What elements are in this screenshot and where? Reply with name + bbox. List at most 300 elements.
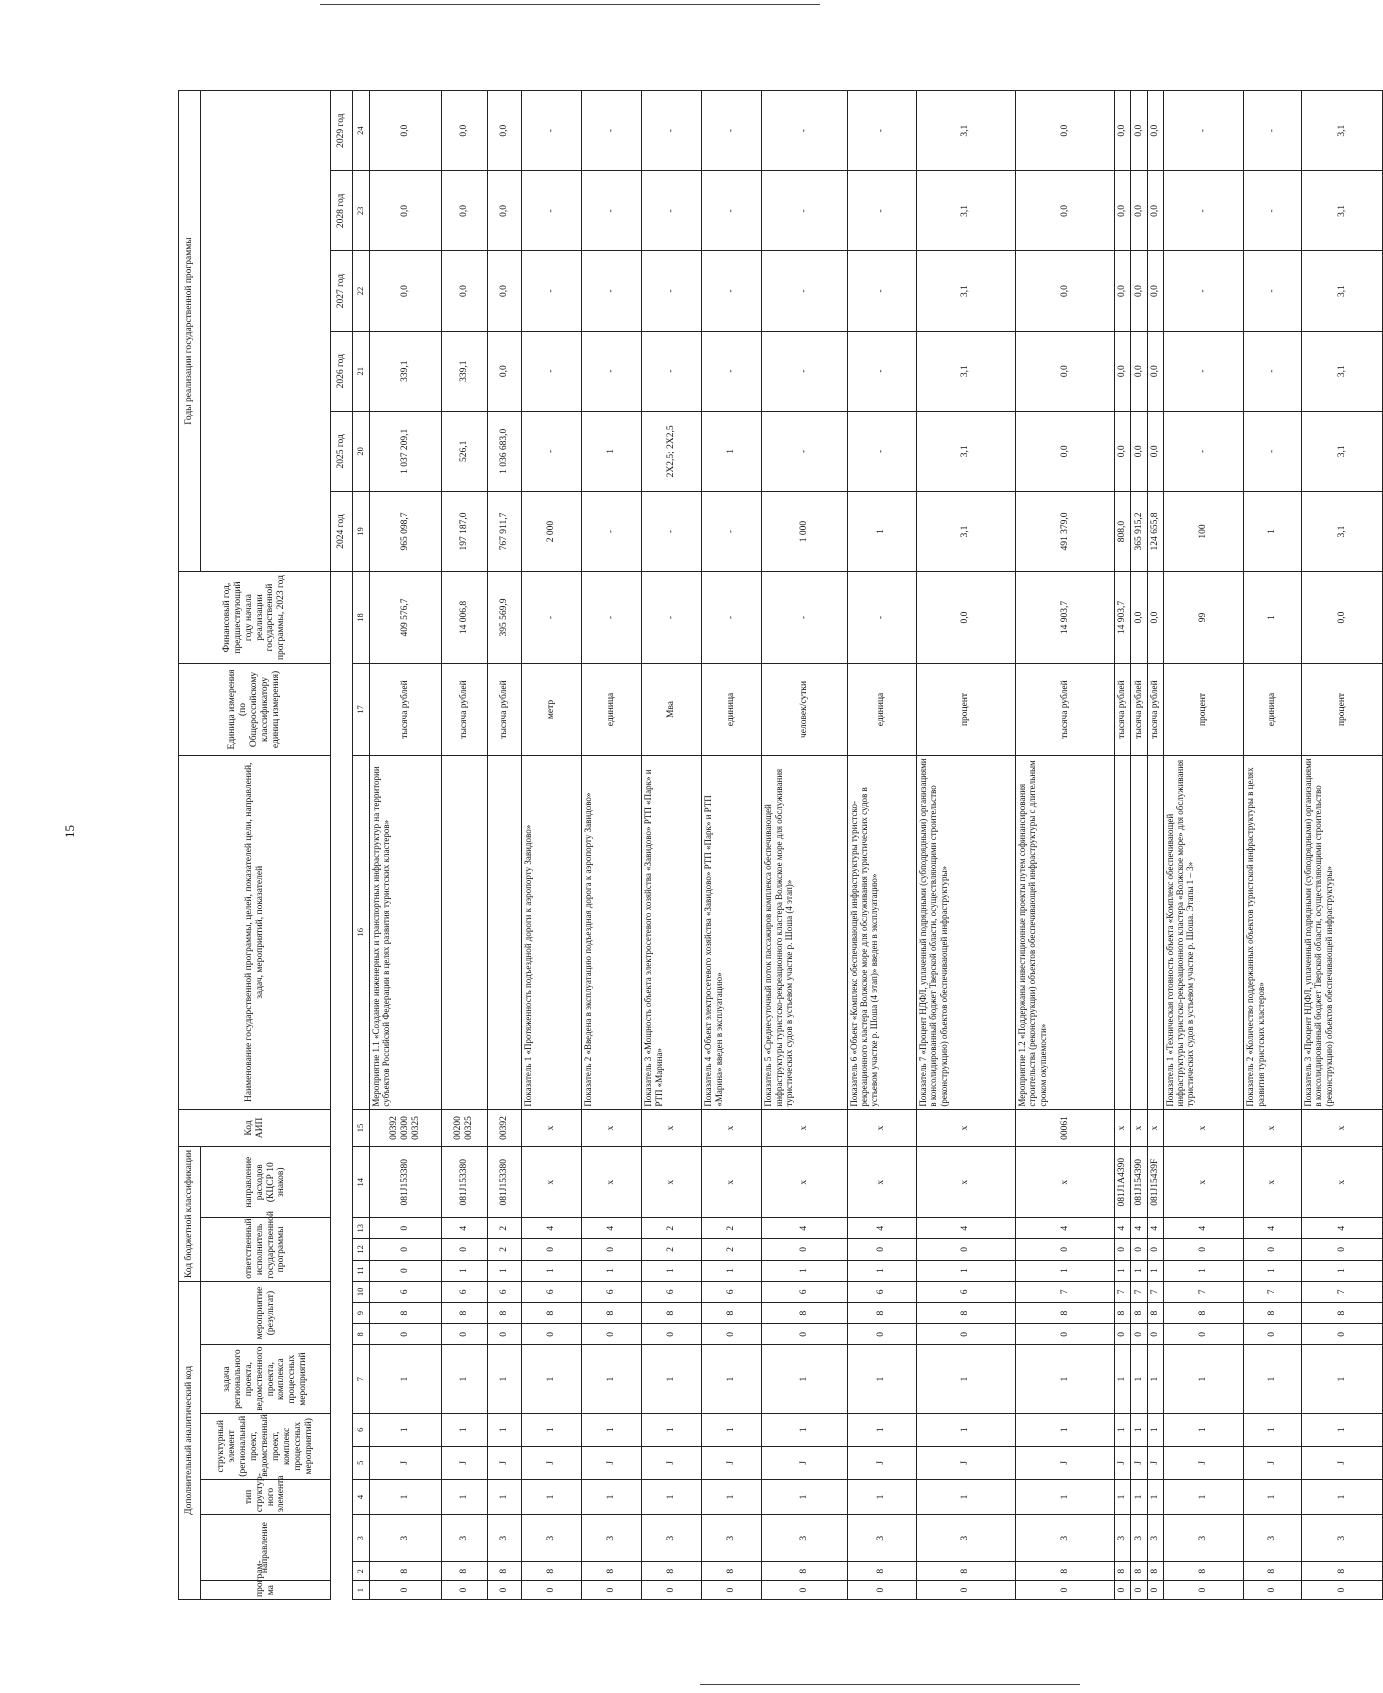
row-cell-c21: 0,0 [487, 331, 522, 411]
row-cell-c4: 1 [1016, 1479, 1115, 1514]
row-cell-c21: 339,1 [441, 331, 487, 411]
row-cell-c8: 0 [916, 1324, 1015, 1345]
row-cell-c13: 4 [522, 1218, 582, 1239]
row-cell-c9: 8 [370, 1302, 442, 1323]
row-cell-c17: тысяча рублей [1016, 664, 1115, 756]
group-budget-header: Код бюджетной классификации [179, 1147, 201, 1281]
row-cell-c10: 7 [1163, 1281, 1244, 1302]
row-cell-c18: 99 [1163, 572, 1244, 664]
row-cell-c2: 8 [522, 1562, 582, 1581]
column-number: 21 [353, 331, 370, 411]
row-cell-c12: 0 [441, 1239, 487, 1260]
row-cell-c11: 1 [1016, 1260, 1115, 1281]
row-cell-c22: 3,1 [916, 251, 1015, 331]
year-2025: 2025 год [331, 411, 353, 491]
row-cell-c18: - [702, 572, 762, 664]
row-cell-c3: 3 [916, 1515, 1015, 1562]
row-cell-c17: тысяча рублей [441, 664, 487, 756]
row-cell-c1: 0 [1163, 1581, 1244, 1600]
row-cell-c13: 4 [1244, 1218, 1302, 1239]
row-cell-c22: 3,1 [1302, 251, 1383, 331]
row-cell-c12: 2 [487, 1239, 522, 1260]
row-cell-c13: 4 [441, 1218, 487, 1239]
row-cell-c20: 0,0 [1147, 411, 1163, 491]
column-number: 6 [353, 1413, 370, 1446]
row-cell-c22: - [582, 251, 642, 331]
expense-header: направление расходов (КЦСР 10 знаков) [201, 1147, 331, 1218]
row-name-cell: Показатель 1 «Протяженность подъездной дороги к аэропорту Завидово» [522, 755, 582, 1109]
row-cell-c24: - [847, 91, 916, 171]
row-name-cell: Показатель 3 «Процент НДФЛ, уплаченный подрядными (субподрядными) организациями в консолидированный бюджет Тверской области, осуществляющими строительство (реконструкцию) объектов обеспечивающей инфраструктуры» [1302, 755, 1383, 1109]
row-cell-c18: 0,0 [1147, 572, 1163, 664]
table-row [916, 91, 1015, 1600]
row-cell-c15: x [522, 1109, 582, 1147]
row-cell-c19: 767 911,7 [487, 491, 522, 571]
row-name-cell [441, 755, 487, 1109]
row-cell-c12: 0 [522, 1239, 582, 1260]
row-cell-c19: 365 915,2 [1131, 491, 1147, 571]
row-name-cell [487, 755, 522, 1109]
row-cell-c24: - [1244, 91, 1302, 171]
row-cell-c4: 1 [702, 1479, 762, 1514]
row-cell-c21: 0,0 [1016, 331, 1115, 411]
column-number: 5 [353, 1446, 370, 1479]
row-cell-c1: 0 [1131, 1581, 1147, 1600]
row-cell-c1: 0 [370, 1581, 442, 1600]
row-cell-c15: x [1244, 1109, 1302, 1147]
table-row [762, 91, 847, 1600]
row-cell-c2: 8 [1302, 1562, 1383, 1581]
row-cell-c22: - [847, 251, 916, 331]
row-cell-c13: 4 [916, 1218, 1015, 1239]
column-number: 16 [353, 755, 370, 1109]
row-cell-c9: 8 [582, 1302, 642, 1323]
row-cell-c11: 1 [916, 1260, 1015, 1281]
row-cell-c9: 8 [1163, 1302, 1244, 1323]
row-cell-c13: 4 [847, 1218, 916, 1239]
row-cell-c12: 0 [1016, 1239, 1115, 1260]
row-cell-c7: 1 [1016, 1345, 1115, 1413]
row-cell-c8: 0 [1163, 1324, 1244, 1345]
row-cell-c18: - [847, 572, 916, 664]
row-cell-c20: 2Х2,5; 2Х2,5 [642, 411, 702, 491]
row-cell-c15: x [1163, 1109, 1244, 1147]
row-cell-c6: 1 [702, 1413, 762, 1446]
row-cell-c8: 0 [582, 1324, 642, 1345]
row-cell-c7: 1 [762, 1345, 847, 1413]
row-cell-c4: 1 [1163, 1479, 1244, 1514]
row-cell-c18: - [762, 572, 847, 664]
row-cell-c24: - [642, 91, 702, 171]
row-cell-c24: 0,0 [370, 91, 442, 171]
row-cell-c15: x [762, 1109, 847, 1147]
row-cell-c1: 0 [1115, 1581, 1131, 1600]
row-cell-c17: Мва [642, 664, 702, 756]
row-cell-c19: 491 379,0 [1016, 491, 1115, 571]
row-cell-c14: x [847, 1147, 916, 1218]
row-cell-c1: 0 [487, 1581, 522, 1600]
row-cell-c20: - [847, 411, 916, 491]
scan-top-line [320, 4, 820, 5]
rotated-table-container [178, 90, 1383, 1600]
row-cell-c24: - [582, 91, 642, 171]
table-row [370, 91, 442, 1600]
row-cell-c11: 1 [441, 1260, 487, 1281]
row-cell-c13: 4 [1147, 1218, 1163, 1239]
row-cell-c15: x [702, 1109, 762, 1147]
row-cell-c8: 0 [1131, 1324, 1147, 1345]
row-cell-c6: 1 [1147, 1413, 1163, 1446]
row-cell-c8: 0 [642, 1324, 702, 1345]
row-cell-c4: 1 [762, 1479, 847, 1514]
row-cell-c14: x [762, 1147, 847, 1218]
row-cell-c9: 8 [1302, 1302, 1383, 1323]
row-cell-c15: x [1147, 1109, 1163, 1147]
row-cell-c19: 1 000 [762, 491, 847, 571]
row-cell-c15: x [1115, 1109, 1131, 1147]
row-cell-c3: 3 [1163, 1515, 1244, 1562]
row-cell-c18: - [582, 572, 642, 664]
row-cell-c23: - [1163, 171, 1244, 251]
row-cell-c23: 0,0 [1016, 171, 1115, 251]
row-cell-c20: 0,0 [1016, 411, 1115, 491]
row-cell-c19: 1 [1244, 491, 1302, 571]
row-cell-c2: 8 [847, 1562, 916, 1581]
column-number: 13 [353, 1218, 370, 1239]
row-cell-c12: 0 [582, 1239, 642, 1260]
years-left-spacer [331, 572, 353, 1600]
row-cell-c14: x [582, 1147, 642, 1218]
row-cell-c10: 7 [1302, 1281, 1383, 1302]
row-cell-c11: 1 [582, 1260, 642, 1281]
row-cell-c18: 14 903,7 [1115, 572, 1131, 664]
row-cell-c2: 8 [1115, 1562, 1131, 1581]
row-cell-c7: 1 [1115, 1345, 1131, 1413]
row-cell-c6: 1 [522, 1413, 582, 1446]
column-number: 7 [353, 1345, 370, 1413]
row-cell-c8: 0 [1244, 1324, 1302, 1345]
column-number: 10 [353, 1281, 370, 1302]
row-cell-c19: 100 [1163, 491, 1244, 571]
row-cell-c12: 2 [702, 1239, 762, 1260]
year-2024: 2024 год [331, 491, 353, 571]
row-cell-c11: 1 [1147, 1260, 1163, 1281]
row-cell-c2: 8 [1131, 1562, 1147, 1581]
row-cell-c9: 8 [642, 1302, 702, 1323]
table-row [1016, 91, 1115, 1600]
table-row [1163, 91, 1244, 1600]
row-cell-c21: 339,1 [370, 331, 442, 411]
row-cell-c12: 0 [1302, 1239, 1383, 1260]
row-cell-c10: 6 [642, 1281, 702, 1302]
row-cell-c19: 965 098,7 [370, 491, 442, 571]
row-cell-c9: 8 [1016, 1302, 1115, 1323]
row-cell-c6: 1 [762, 1413, 847, 1446]
row-name-cell [1115, 755, 1131, 1109]
row-cell-c23: - [582, 171, 642, 251]
row-cell-c7: 1 [1244, 1345, 1302, 1413]
table-row [522, 91, 582, 1600]
row-cell-c24: 3,1 [916, 91, 1015, 171]
row-cell-c18: 14 006,8 [441, 572, 487, 664]
row-cell-c19: - [702, 491, 762, 571]
row-cell-c15: 00392 00300 00325 [370, 1109, 442, 1147]
row-cell-c5: J [1244, 1446, 1302, 1479]
row-cell-c24: 0,0 [1131, 91, 1147, 171]
row-cell-c13: 2 [702, 1218, 762, 1239]
row-cell-c10: 6 [916, 1281, 1015, 1302]
table-row [847, 91, 916, 1600]
row-cell-c14: x [1244, 1147, 1302, 1218]
column-number: 17 [353, 664, 370, 756]
row-cell-c19: 808,0 [1115, 491, 1131, 571]
row-cell-c11: 0 [370, 1260, 442, 1281]
row-cell-c13: 4 [582, 1218, 642, 1239]
row-cell-c20: 1 [702, 411, 762, 491]
row-cell-c20: 1 037 209,1 [370, 411, 442, 491]
row-cell-c8: 0 [702, 1324, 762, 1345]
row-cell-c21: - [847, 331, 916, 411]
row-cell-c21: 3,1 [1302, 331, 1383, 411]
row-cell-c7: 1 [370, 1345, 442, 1413]
row-cell-c20: 1 [582, 411, 642, 491]
row-cell-c7: 1 [1147, 1345, 1163, 1413]
row-cell-c17: единица [582, 664, 642, 756]
fin-year-header: Финансовый год, предшествующий году начала реализации государственной программы, 2023 год [179, 572, 331, 664]
year-2027: 2027 год [331, 251, 353, 331]
column-number: 24 [353, 91, 370, 171]
row-cell-c22: - [642, 251, 702, 331]
row-cell-c14: 081J153380 [441, 1147, 487, 1218]
row-cell-c22: 0,0 [1131, 251, 1147, 331]
row-cell-c24: 0,0 [441, 91, 487, 171]
row-cell-c10: 6 [522, 1281, 582, 1302]
row-cell-c6: 1 [1131, 1413, 1147, 1446]
row-cell-c20: 1 036 683,0 [487, 411, 522, 491]
row-cell-c7: 1 [1302, 1345, 1383, 1413]
row-cell-c6: 1 [847, 1413, 916, 1446]
row-cell-c12: 0 [1244, 1239, 1302, 1260]
row-cell-c17: единица [1244, 664, 1302, 756]
row-cell-c2: 8 [441, 1562, 487, 1581]
row-cell-c17: человек/сутки [762, 664, 847, 756]
row-cell-c21: - [762, 331, 847, 411]
row-cell-c8: 0 [1147, 1324, 1163, 1345]
row-cell-c19: 197 187,0 [441, 491, 487, 571]
row-cell-c4: 1 [1115, 1479, 1131, 1514]
row-cell-c22: 0,0 [441, 251, 487, 331]
row-cell-c5: J [762, 1446, 847, 1479]
scan-bottom-line [700, 1684, 1080, 1685]
row-cell-c11: 1 [1131, 1260, 1147, 1281]
row-cell-c2: 8 [702, 1562, 762, 1581]
row-cell-c5: J [487, 1446, 522, 1479]
row-cell-c20: 526,1 [441, 411, 487, 491]
row-cell-c17: единица [847, 664, 916, 756]
row-cell-c18: 0,0 [1131, 572, 1147, 664]
column-number-row [353, 91, 370, 1600]
row-cell-c23: - [847, 171, 916, 251]
unit-header: Единица измерения (по Общероссийскому классификатору единиц измерения) [179, 664, 331, 756]
group-years-header: Годы реализации государственной программы [179, 91, 201, 572]
row-cell-c1: 0 [847, 1581, 916, 1600]
row-cell-c6: 1 [370, 1413, 442, 1446]
row-name-cell [1131, 755, 1147, 1109]
struct-element-header: структурный элемент (региональный проект, ведомственный проект, комплекс процессных мероприятий) [201, 1413, 331, 1479]
row-cell-c10: 7 [1016, 1281, 1115, 1302]
row-cell-c11: 1 [1115, 1260, 1131, 1281]
row-cell-c7: 1 [487, 1345, 522, 1413]
row-cell-c3: 3 [1131, 1515, 1147, 1562]
row-cell-c15: x [582, 1109, 642, 1147]
row-cell-c19: 3,1 [916, 491, 1015, 571]
row-cell-c8: 0 [522, 1324, 582, 1345]
row-cell-c5: J [1115, 1446, 1131, 1479]
row-cell-c15: 00061 [1016, 1109, 1115, 1147]
row-cell-c1: 0 [1244, 1581, 1302, 1600]
row-cell-c4: 1 [642, 1479, 702, 1514]
column-number: 3 [353, 1515, 370, 1562]
row-cell-c10: 6 [441, 1281, 487, 1302]
row-name-cell: Показатель 2 «Введена в эксплуатацию подъездная дорога к аэропорту Завидово» [582, 755, 642, 1109]
row-cell-c3: 3 [847, 1515, 916, 1562]
row-cell-c13: 2 [487, 1218, 522, 1239]
row-cell-c17: тысяча рублей [1147, 664, 1163, 756]
row-cell-c6: 1 [487, 1413, 522, 1446]
row-cell-c20: - [522, 411, 582, 491]
row-cell-c24: 0,0 [1115, 91, 1131, 171]
row-cell-c8: 0 [1302, 1324, 1383, 1345]
row-cell-c6: 1 [1302, 1413, 1383, 1446]
row-cell-c3: 3 [370, 1515, 442, 1562]
row-cell-c14: x [1163, 1147, 1244, 1218]
row-cell-c9: 8 [1115, 1302, 1131, 1323]
row-cell-c18: - [522, 572, 582, 664]
row-cell-c23: - [762, 171, 847, 251]
row-cell-c4: 1 [522, 1479, 582, 1514]
row-cell-c21: - [1163, 331, 1244, 411]
direction-header: направление [201, 1515, 331, 1581]
row-cell-c7: 1 [916, 1345, 1015, 1413]
row-cell-c23: 3,1 [916, 171, 1015, 251]
row-cell-c23: 0,0 [487, 171, 522, 251]
row-cell-c10: 6 [702, 1281, 762, 1302]
row-cell-c7: 1 [847, 1345, 916, 1413]
row-cell-c17: тысяча рублей [487, 664, 522, 756]
row-cell-c9: 8 [702, 1302, 762, 1323]
row-cell-c20: 3,1 [1302, 411, 1383, 491]
row-cell-c7: 1 [522, 1345, 582, 1413]
row-cell-c1: 0 [1302, 1581, 1383, 1600]
row-cell-c24: - [1163, 91, 1244, 171]
column-number: 2 [353, 1562, 370, 1581]
row-cell-c20: 3,1 [916, 411, 1015, 491]
row-cell-c19: - [582, 491, 642, 571]
row-name-cell: Показатель 1 «Техническая готовность объекта «Комплекс обеспечивающей инфраструктуры туристско-рекреационного кластера «Волжское море» для обслуживания туристических судов в устьевом участке р. Шоша. Этапы 1 – 3» [1163, 755, 1244, 1109]
row-cell-c2: 8 [1163, 1562, 1244, 1581]
table-row [1302, 91, 1383, 1600]
struct-type-header: тип структур-ного элемента [201, 1479, 331, 1514]
row-cell-c17: тысяча рублей [370, 664, 442, 756]
row-cell-c2: 8 [916, 1562, 1015, 1581]
name-header: Наименование государственной программы, целей, показателей цели, направлений, задач, мероприятий, показателей [179, 755, 331, 1109]
row-cell-c12: 0 [370, 1239, 442, 1260]
row-cell-c13: 4 [1131, 1218, 1147, 1239]
column-number: 4 [353, 1479, 370, 1514]
row-cell-c3: 3 [522, 1515, 582, 1562]
row-cell-c7: 1 [702, 1345, 762, 1413]
row-cell-c5: J [441, 1446, 487, 1479]
row-cell-c14: 081J153380 [370, 1147, 442, 1218]
row-cell-c13: 4 [1163, 1218, 1244, 1239]
row-cell-c10: 6 [847, 1281, 916, 1302]
row-cell-c6: 1 [916, 1413, 1015, 1446]
row-cell-c1: 0 [1016, 1581, 1115, 1600]
row-cell-c7: 1 [642, 1345, 702, 1413]
row-cell-c8: 0 [1115, 1324, 1131, 1345]
row-cell-c1: 0 [582, 1581, 642, 1600]
row-cell-c3: 3 [487, 1515, 522, 1562]
task-header: задача регионального проекта, ведомственного проекта, комплекса процессных мероприятий [201, 1345, 331, 1413]
row-cell-c14: 081J154390 [1131, 1147, 1147, 1218]
row-cell-c1: 0 [522, 1581, 582, 1600]
row-cell-c21: 0,0 [1115, 331, 1131, 411]
table-row [702, 91, 762, 1600]
row-cell-c1: 0 [1147, 1581, 1163, 1600]
row-cell-c14: x [916, 1147, 1015, 1218]
row-cell-c18: 395 569,9 [487, 572, 522, 664]
column-number: 11 [353, 1260, 370, 1281]
row-cell-c21: - [642, 331, 702, 411]
row-cell-c22: 0,0 [370, 251, 442, 331]
row-cell-c2: 8 [1244, 1562, 1302, 1581]
row-cell-c20: - [1244, 411, 1302, 491]
row-cell-c4: 1 [916, 1479, 1015, 1514]
column-number: 20 [353, 411, 370, 491]
row-cell-c23: 3,1 [1302, 171, 1383, 251]
row-cell-c2: 8 [1147, 1562, 1163, 1581]
executor-header: ответственный исполнитель государственной программы [201, 1218, 331, 1282]
row-name-cell: Показатель 6 «Объект «Комплекс обеспечивающей инфраструктуры туристско-рекреационного кластера Волжское море для обслуживания туристических судов в устьевом участке р. Шоша (4 этап)» введен в эксплуатацию» [847, 755, 916, 1109]
row-cell-c5: J [847, 1446, 916, 1479]
row-cell-c5: J [1163, 1446, 1244, 1479]
row-cell-c5: J [1302, 1446, 1383, 1479]
year-2029: 2029 год [331, 91, 353, 171]
column-number: 1 [353, 1581, 370, 1600]
row-cell-c14: x [702, 1147, 762, 1218]
row-cell-c5: J [522, 1446, 582, 1479]
row-cell-c4: 1 [582, 1479, 642, 1514]
table-row [1244, 91, 1302, 1600]
row-cell-c2: 8 [370, 1562, 442, 1581]
row-cell-c6: 1 [1163, 1413, 1244, 1446]
column-number: 12 [353, 1239, 370, 1260]
row-cell-c11: 1 [522, 1260, 582, 1281]
row-cell-c10: 6 [370, 1281, 442, 1302]
row-cell-c14: x [642, 1147, 702, 1218]
row-cell-c3: 3 [642, 1515, 702, 1562]
row-cell-c4: 1 [1302, 1479, 1383, 1514]
row-cell-c10: 6 [487, 1281, 522, 1302]
row-cell-c24: 0,0 [1016, 91, 1115, 171]
column-number: 15 [353, 1109, 370, 1147]
row-cell-c6: 1 [582, 1413, 642, 1446]
row-cell-c24: 3,1 [1302, 91, 1383, 171]
row-cell-c9: 8 [522, 1302, 582, 1323]
row-cell-c14: 081J15439F [1147, 1147, 1163, 1218]
row-cell-c3: 3 [1244, 1515, 1302, 1562]
row-cell-c18: 0,0 [916, 572, 1015, 664]
